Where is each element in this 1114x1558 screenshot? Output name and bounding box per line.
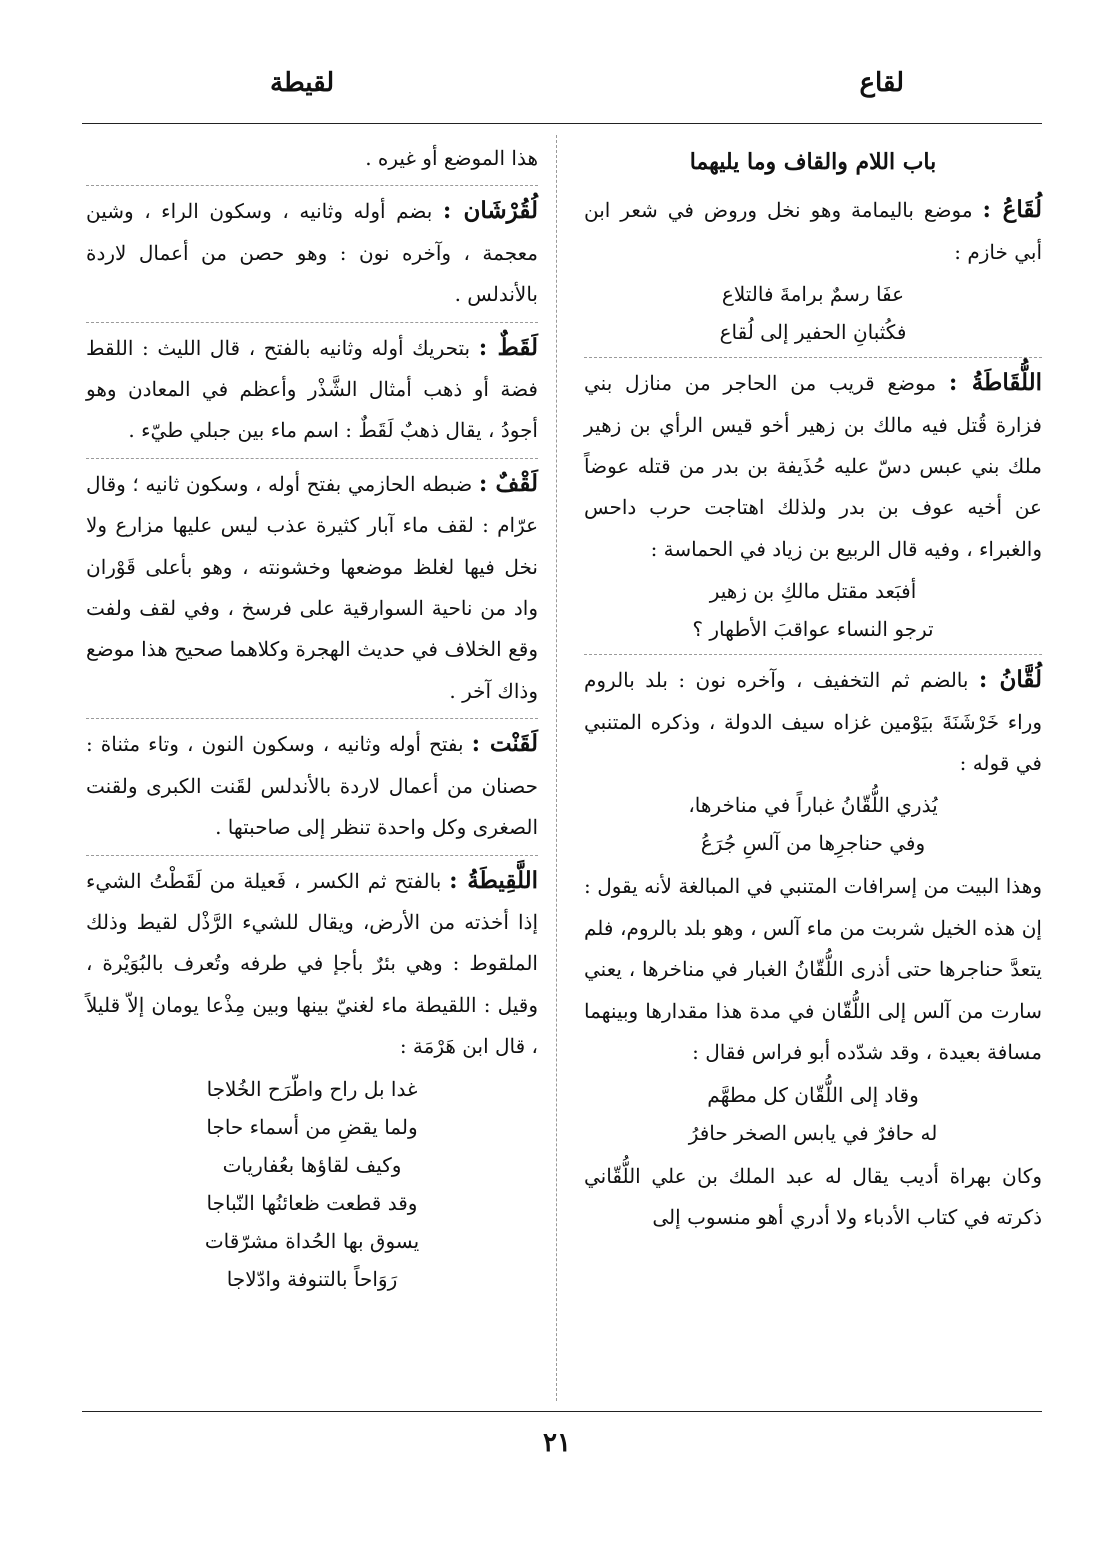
entry-text: موضع باليمامة وهو نخل وروض في شعر ابن أبي خازم : bbox=[584, 198, 1042, 264]
section-title: باب اللام والقاف وما يليهما bbox=[689, 149, 937, 175]
verse-line: ولما يقضِ من أسماء حاجا bbox=[206, 1114, 418, 1139]
verse-line: وقاد إلى اللُّقّان كل مطهَّم bbox=[707, 1082, 919, 1107]
entry-luqa bbox=[584, 189, 1042, 351]
entry-text: بالضم ثم التخفيف ، وآخره نون : بلد بالروم وراء خَرْشَنَةَ بيَوْمين غزاه سيف الدولة ، وذكره المتنبي في قوله : bbox=[584, 668, 1042, 776]
verse-line: يُذري اللُّقّانُ غباراً في مناخرها، bbox=[688, 793, 938, 818]
entry-allaqita bbox=[86, 855, 538, 1298]
entry-text: ضبطه الحازمي بفتح أوله ، وسكون ثانيه ؛ وقال عرّام : لقف ماء آبار كثيرة عذب ليس عليها مزارع ولا نخل فيها لغلظ موضعها وخشونته ، وهو بأعلى قَوْران واد من ناحية السوارقية على فرسخ ، وفي لقف ولفت وقع الخلاف في حديث الهجرة وكلاهما صحيح هذا موضع وذاك آخر . bbox=[86, 471, 538, 703]
entry-text: بالفتح ثم الكسر ، فَعيلة من لَقَطْتُ الشيء إذا أخذته من الأرض، ويقال للشيء الرَّذْل لقيط وذلك الملقوط : وهي بئرٌ بأجإ في طرفه وتُعرف بالبُوَيْرة ، وقيل : اللقيطة ماء لغنيّ بينها وبين مِذْعا يومان إلاّ قليلاً ، قال ابن هَرْمَة : bbox=[86, 868, 538, 1059]
column-divider bbox=[556, 135, 557, 1401]
verse-line: أفبَعد مقتل مالكِ بن زهير bbox=[709, 579, 917, 604]
verse-line: ترجو النساء عواقبَ الأطهار ؟ bbox=[692, 617, 934, 642]
entry-headword: لُقُرْشَان : bbox=[442, 197, 538, 225]
verse bbox=[584, 786, 1042, 862]
entry-headword: لَقَطٌ : bbox=[478, 333, 539, 361]
header-rule bbox=[82, 123, 1042, 124]
verse-line: عفَا رسمٌ برامةَ فالتلاع bbox=[721, 282, 905, 307]
verse-line: له حافرٌ في يابس الصخر حافرُ bbox=[688, 1120, 938, 1145]
entry-headword: لُقَّانُ : bbox=[978, 666, 1043, 694]
entry-headword: لَقَنْت : bbox=[471, 730, 538, 758]
entry-headword: لَقْفٌ : bbox=[478, 469, 538, 497]
entry-headword: لُقَاعُ : bbox=[982, 196, 1043, 224]
entry-headword: اللَّقِيطَةُ : bbox=[449, 866, 538, 894]
verse bbox=[584, 1076, 1042, 1152]
entry-laqf bbox=[86, 458, 538, 712]
verse-line: وكيف لقاؤها بعُفاريات bbox=[222, 1152, 402, 1177]
verse-line: وفي حناجرِها من آلسِ جُرَعُ bbox=[700, 831, 926, 856]
entry-text-continued: وهذا البيت من إسرافات المتنبي في المبالغة لأنه يقول : إن هذه الخيل شربت من ماء آلس ، وهو بلد بالروم، فلم يتعدَّ حناجرها حتى أذرى اللُّقّانُ الغبار في مناخرها ، يعني سارت من آلس إلى اللُّقّان في مدة هذا مقدارها وبينهما مسافة بعيدة ، وقد شدّده أبو فراس فقال : bbox=[584, 874, 1042, 1065]
verse-line: غدا بل راح واطّرَح الخُلاجا bbox=[206, 1076, 418, 1101]
right-column bbox=[584, 138, 1042, 1238]
footer-rule bbox=[82, 1411, 1042, 1412]
running-header-right: لقاع bbox=[859, 68, 904, 98]
verse-line: يسوق بها الحُداة مشرّقات bbox=[204, 1228, 420, 1253]
page-number: ٢١ bbox=[543, 1428, 571, 1458]
entry-text: بتحريك أوله وثانيه بالفتح ، قال الليث : اللقط فضة أو ذهب أمثال الشَّذْر وأعظم في المعادن وهو أجودُ ، يقال ذهبٌ لَقَطٌ : اسم ماء بين جبلي طيّء . bbox=[86, 335, 538, 443]
verse bbox=[584, 275, 1042, 351]
verse-line: فكُثبانِ الحفير إلى لُقاع bbox=[719, 320, 907, 345]
entry-text-continued: وكان بهراة أديب يقال له عبد الملك بن علي اللُّقّاني ذكرته في كتاب الأدباء ولا أدري أهو منسوب إلى bbox=[584, 1163, 1042, 1229]
entry-luqqan bbox=[584, 654, 1042, 1238]
entry-luqurshan bbox=[86, 185, 538, 315]
verse bbox=[86, 1070, 538, 1298]
left-column bbox=[86, 138, 538, 1302]
entry-text: بضم أوله وثانيه ، وسكون الراء ، وشين معجمة ، وآخره نون : وهو حصن من أعمال لاردة بالأندلس . bbox=[86, 199, 538, 307]
continuation-text bbox=[86, 138, 538, 179]
entry-alluqata bbox=[584, 357, 1042, 648]
running-header-left: لقيطة bbox=[270, 68, 335, 98]
entry-text: هذا الموضع أو غيره . bbox=[365, 146, 538, 170]
verse-line: رَوَاحاً بالتنوفة وادّلاجا bbox=[226, 1266, 398, 1291]
entry-text: بفتح أوله وثانيه ، وسكون النون ، وتاء مثناة : حصنان من أعمال لاردة بالأندلس لقَنت الكبرى ولقنت الصغرى وكل واحدة تنظر إلى صاحبتها . bbox=[86, 732, 538, 840]
entry-text: موضع قريب من الحاجر من منازل بني فزارة قُتل فيه مالك بن زهير أخو قيس الرأي بن زهير ملك بني عبس دسّ عليه حُذَيفة بن بدر من قتله عوضاً عن أخيه عوف بن بدر ولذلك اهتاجت حرب داحس والغبراء ، وفيه قال الربيع بن زياد في الحماسة : bbox=[584, 371, 1042, 561]
verse bbox=[584, 572, 1042, 648]
entry-headword: اللُّقَاطَةُ : bbox=[948, 369, 1042, 397]
verse-line: وقد قطعت ظعائنُها النّباجا bbox=[206, 1190, 418, 1215]
entry-laqat bbox=[86, 322, 538, 452]
entry-laqant bbox=[86, 718, 538, 848]
